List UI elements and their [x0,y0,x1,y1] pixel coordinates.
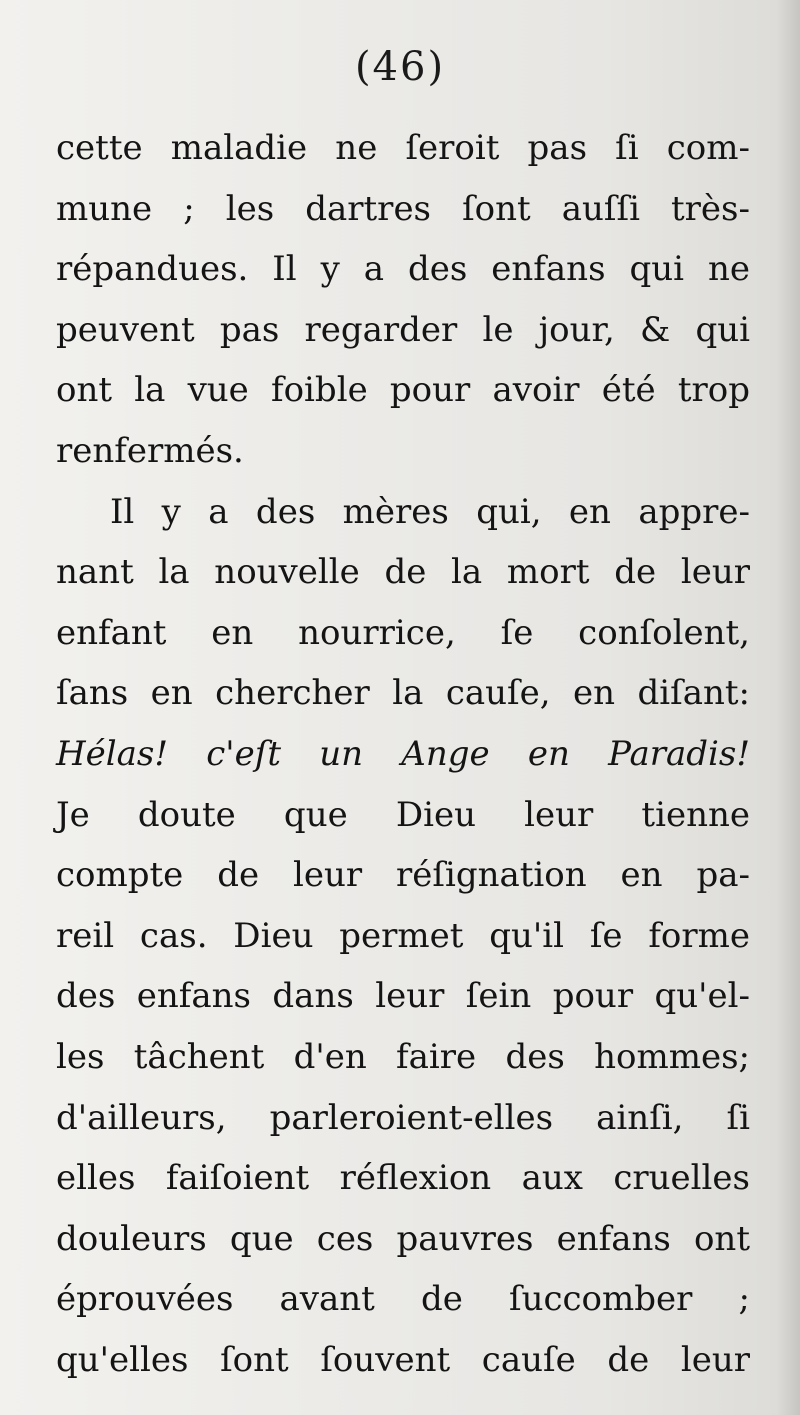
text-line: ont la vue foible pour avoir été trop [56,370,750,411]
text-line: nant la nouvelle de la mort de leur [56,552,750,593]
page-number: (46) [354,44,446,90]
text-line: d'ailleurs, parleroient-elles ainſi, ſi [56,1097,750,1138]
text-line: elles faiſoient réflexion aux cruelles [56,1158,750,1199]
text-line: cette maladie ne ſeroit pas ſi com- [56,128,750,168]
text-line: les tâchent d'en faire des hommes; [56,1036,750,1077]
text-line: compte de leur réſignation en pa- [56,855,750,896]
text-line: ſans en chercher la cauſe, en diſant: [56,673,750,714]
text-line: des enfans dans leur ſein pour qu'el- [56,976,750,1017]
text-line: qu'elles ſont ſouvent cauſe de leur [56,1339,750,1380]
paragraph-first-line: Il y a des mères qui, en appre- [110,491,750,532]
italic-quote-line: Hélas! c'eſt un Ange en Paradis! [56,733,750,774]
text-line: Je doute que Dieu leur tienne [56,794,750,835]
text-line: douleurs que ces pauvres enfans ont [56,1218,750,1259]
text-line: reil cas. Dieu permet qu'il ſe forme [56,915,750,956]
body-text [56,118,750,1390]
text-line: renfermés. [56,430,244,471]
text-line: éprouvées avant de ſuccomber ; [56,1279,750,1320]
text-line: enfant en nourrice, ſe conſolent, [56,612,750,653]
text-line: peuvent pas regarder le jour, & qui [56,309,750,350]
text-line: mune ; les dartres ſont auſſi très- [56,188,750,229]
text-line: répandues. Il y a des enfans qui ne [56,249,750,290]
